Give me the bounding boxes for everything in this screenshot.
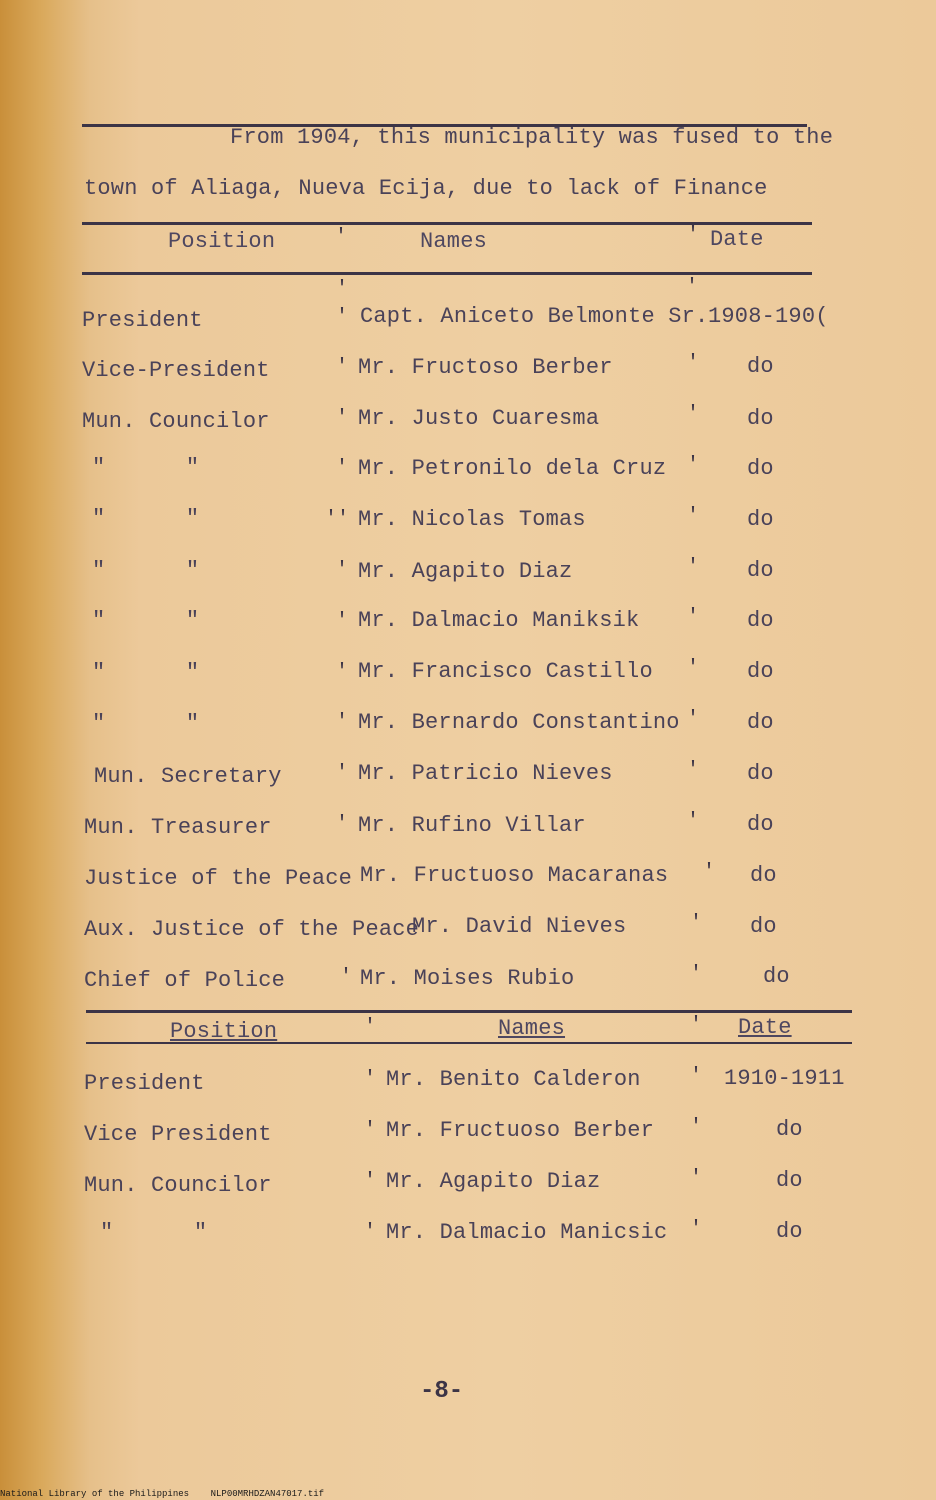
t2-row3-name: Mr. Agapito Diaz	[386, 1169, 601, 1194]
t2-row4-sep2: '	[690, 1218, 703, 1241]
t2-row2-sep: '	[364, 1119, 377, 1142]
t1-row11-name: Mr. Rufino Villar	[358, 813, 586, 838]
t1-row6-sep2: '	[687, 556, 700, 579]
t1-row2-sep2: '	[687, 352, 700, 375]
t1-row6-name: Mr. Agapito Diaz	[358, 559, 573, 584]
t1-row12-name: Mr. Fructuoso Macaranas	[360, 863, 669, 888]
t1-row8-sep: '	[336, 661, 349, 684]
table1-header-date: Date	[710, 227, 764, 252]
t1-row14-name: Mr. Moises Rubio	[360, 966, 575, 991]
t1-row1-name: Capt. Aniceto Belmonte Sr.	[360, 304, 709, 329]
t2-row4-position: " "	[100, 1220, 208, 1245]
t2-row4-date: do	[776, 1219, 803, 1244]
t1-row5-sep2: '	[687, 505, 700, 528]
t1-row8-sep2: '	[687, 657, 700, 680]
t2-row3-sep2: '	[690, 1167, 703, 1190]
t1-row5-sep: ''	[325, 508, 350, 531]
t1-row6-date: do	[747, 558, 774, 583]
t1-row2-date: do	[747, 354, 774, 379]
t1-row5-position: " "	[92, 506, 200, 531]
t2-row1-name: Mr. Benito Calderon	[386, 1067, 641, 1092]
t1-row12-date: do	[750, 863, 777, 888]
t2-row1-position: President	[84, 1071, 205, 1096]
table1-header-bottom-rule	[82, 272, 812, 275]
t1-row1-position: President	[82, 308, 203, 333]
t1-row6-sep: '	[336, 559, 349, 582]
t1-row14-position: Chief of Police	[84, 968, 286, 993]
t1-row9-name: Mr. Bernardo Constantino	[358, 710, 680, 735]
t1-row9-position: " "	[92, 711, 200, 736]
t1-row11-date: do	[747, 812, 774, 837]
t2-row1-sep: '	[364, 1068, 377, 1091]
table2-header-names: Names	[498, 1016, 566, 1041]
t1-row9-date: do	[747, 710, 774, 735]
t2-row3-position: Mun. Councilor	[84, 1173, 272, 1198]
table1-header-sep-4: '	[686, 276, 699, 299]
t2-row2-name: Mr. Fructuoso Berber	[386, 1118, 655, 1143]
t1-row4-sep: '	[336, 457, 349, 480]
t1-row12-sep2: '	[703, 861, 716, 884]
t1-row1-date: 1908-190(	[708, 304, 829, 329]
table2-header-position: Position	[170, 1019, 278, 1044]
t1-row2-name: Mr. Fructoso Berber	[358, 355, 613, 380]
t1-row14-date: do	[763, 964, 790, 989]
t1-row4-name: Mr. Petronilo dela Cruz	[358, 456, 667, 481]
t1-row7-sep2: '	[687, 606, 700, 629]
t1-row3-sep: '	[336, 407, 349, 430]
t1-row3-name: Mr. Justo Cuaresma	[358, 406, 600, 431]
table1-header-sep-3: '	[336, 278, 349, 301]
t1-row5-date: do	[747, 507, 774, 532]
table2-header-date: Date	[738, 1015, 792, 1040]
t1-row7-sep: '	[336, 610, 349, 633]
t2-row3-sep: '	[364, 1170, 377, 1193]
t1-row14-sep: '	[340, 966, 353, 989]
t1-row7-position: " "	[92, 608, 200, 633]
table1-header-position: Position	[168, 229, 276, 254]
t1-row7-name: Mr. Dalmacio Maniksik	[358, 608, 640, 633]
intro-line-2: town of Aliaga, Nueva Ecija, due to lack of Finance	[84, 176, 768, 201]
table1-header-sep-1: '	[335, 226, 348, 249]
intro-line-1: From 1904, this municipality was fused to the	[230, 125, 834, 150]
table1-header-sep-2: '	[687, 224, 700, 247]
scan-footer: National Library of the Philippines NLP00MRHDZAN47017.tif	[0, 1489, 325, 1499]
t1-row3-date: do	[747, 406, 774, 431]
t1-row3-position: Mun. Councilor	[82, 409, 270, 434]
t1-row1-sep: '	[336, 306, 349, 329]
t1-row13-sep2: '	[690, 912, 703, 935]
t1-row6-position: " "	[92, 558, 200, 583]
t1-row10-position: Mun. Secretary	[94, 764, 282, 789]
t1-row12-position: Justice of the Peace	[84, 866, 353, 891]
t2-row2-date: do	[776, 1117, 803, 1142]
t1-row11-sep2: '	[687, 810, 700, 833]
t1-row3-sep2: '	[687, 403, 700, 426]
t1-row10-sep: '	[336, 762, 349, 785]
t1-row10-name: Mr. Patricio Nieves	[358, 761, 613, 786]
t2-row2-position: Vice President	[84, 1122, 272, 1147]
t1-row4-sep2: '	[687, 454, 700, 477]
table2-header-sep-2: '	[690, 1014, 703, 1037]
t1-row14-sep2: '	[690, 963, 703, 986]
t2-row1-sep2: '	[690, 1065, 703, 1088]
t1-row5-name: Mr. Nicolas Tomas	[358, 507, 586, 532]
t1-row8-date: do	[747, 659, 774, 684]
table2-header-top-rule	[86, 1010, 852, 1013]
t1-row4-position: " "	[92, 455, 200, 480]
table2-header-sep-1: '	[364, 1016, 377, 1039]
t1-row10-date: do	[747, 761, 774, 786]
table1-header-names: Names	[420, 229, 488, 254]
table1-header-top-rule	[82, 222, 812, 225]
t1-row10-sep2: '	[687, 759, 700, 782]
t1-row4-date: do	[747, 456, 774, 481]
table2-header-bottom-rule	[86, 1042, 852, 1044]
t2-row4-sep: '	[364, 1221, 377, 1244]
t1-row2-sep: '	[336, 356, 349, 379]
t2-row4-name: Mr. Dalmacio Manicsic	[386, 1220, 668, 1245]
t1-row13-date: do	[750, 914, 777, 939]
t1-row11-position: Mun. Treasurer	[84, 815, 272, 840]
t1-row2-position: Vice-President	[82, 358, 270, 383]
t1-row7-date: do	[747, 608, 774, 633]
page-number: -8-	[420, 1378, 464, 1405]
t1-row11-sep: '	[336, 813, 349, 836]
t1-row9-sep2: '	[687, 708, 700, 731]
t1-row9-sep: '	[336, 711, 349, 734]
t1-row13-position: Aux. Justice of the Peace	[84, 917, 420, 942]
t1-row8-name: Mr. Francisco Castillo	[358, 659, 653, 684]
t2-row3-date: do	[776, 1168, 803, 1193]
t2-row1-date: 1910-1911	[724, 1066, 845, 1091]
t1-row8-position: " "	[92, 660, 200, 685]
t1-row13-name: Mr. David Nieves	[412, 914, 627, 939]
t2-row2-sep2: '	[690, 1116, 703, 1139]
